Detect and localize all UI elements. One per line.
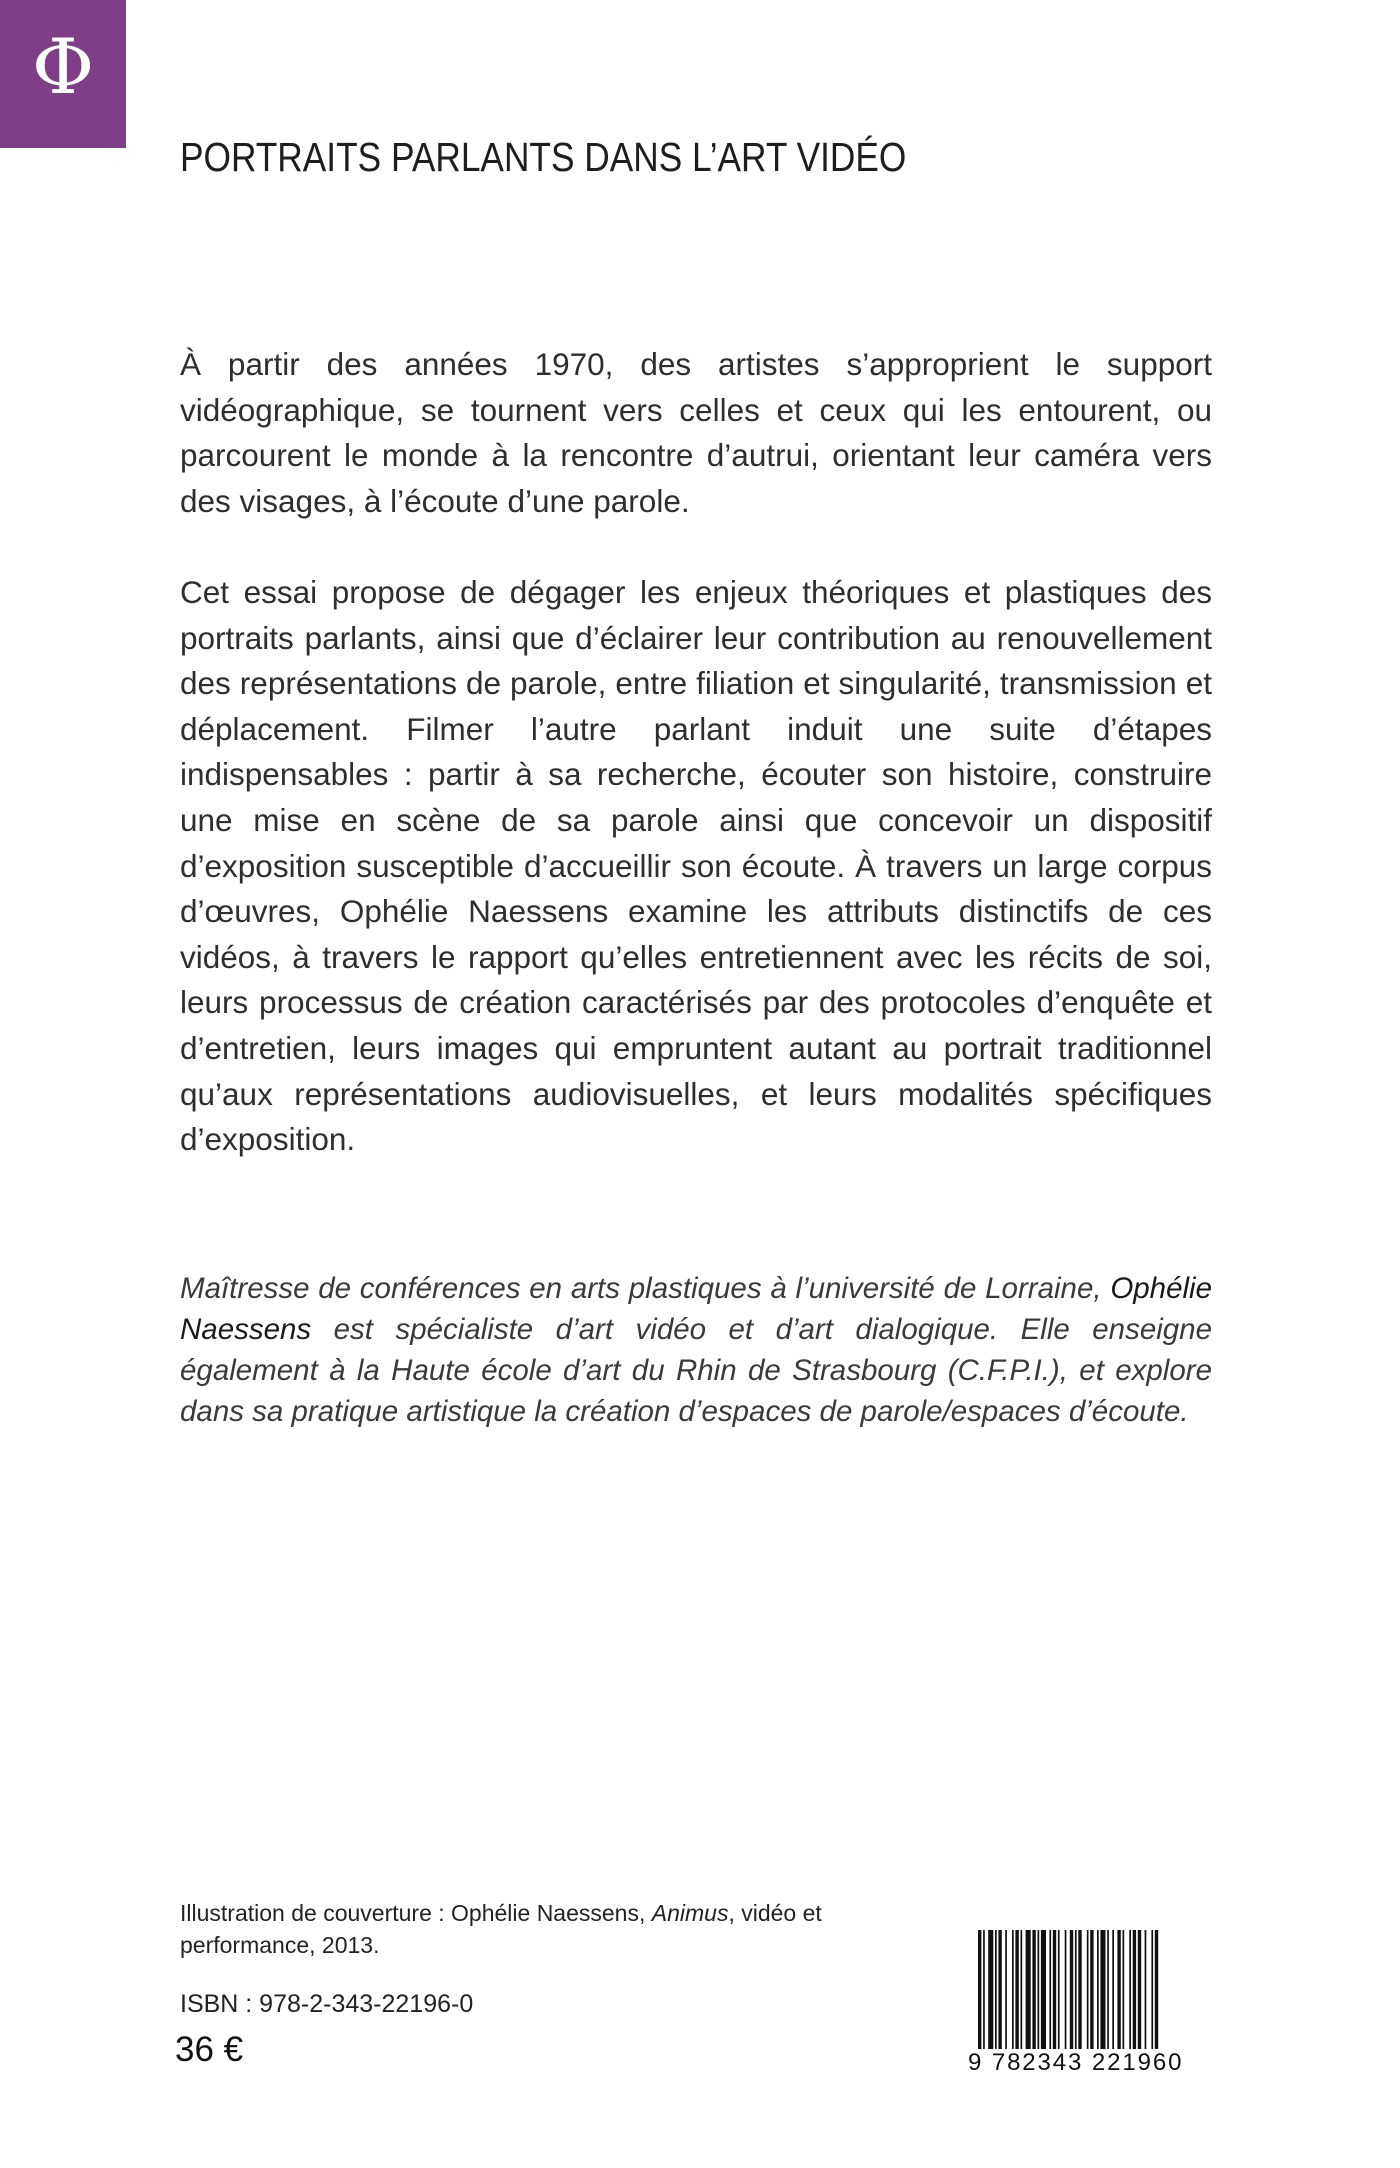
- cover-credits: [180, 1897, 880, 1961]
- credits-prefix: Illustration de couverture : Ophélie Naessens,: [180, 1900, 652, 1926]
- publisher-logo: [0, 0, 126, 148]
- isbn: ISBN : 978-2-343-22196-0: [180, 1990, 474, 2018]
- price: 36 €: [175, 2030, 244, 2069]
- description-paragraph-2: Cet essai propose de dégager les enjeux théoriques et plastiques des portraits parlants, ainsi que d’éclairer leur contribution au renouvellement des représentations de parole, entre filiation et singularité, transmission et déplacement. Filmer l’autre parlant induit une suite d’étapes indispensables : partir à sa recherche, écouter son histoire, construire une mise en scène de sa parole ainsi que concevoir un dispositif d’exposition susceptible d’accueillir son écoute. À travers un large corpus d’œuvres, Ophélie Naessens examine les attributs distinctifs de ces vidéos, à travers le rapport qu’elles entretiennent avec les récits de soi, leurs processus de création caractérisés par des protocoles d’enquête et d’entretien, leurs images qui empruntent autant au portrait traditionnel qu’aux représentations audiovisuelles, et leurs modalités spécifiques d’exposition.: [180, 574, 1212, 1158]
- credits-work-title: Animus: [651, 1900, 729, 1926]
- bio-text-end: est spécialiste d’art vidéo et d’art dialogique. Elle enseigne également à la Haute école d’art du Rhin de Strasbourg (C.F.P.I.), et explore dans sa pratique artistique la création d’espaces de parole/espaces d’écoute.: [180, 1313, 1212, 1428]
- book-title: PORTRAITS PARLANTS DANS L’ART VIDÉO: [180, 134, 907, 181]
- author-bio: [180, 1268, 1212, 1432]
- phi-logo-icon: Φ: [31, 22, 95, 111]
- author-name: Ophélie Naessens: [180, 1272, 1212, 1346]
- credits-suffix: , vidéo et performance, 2013.: [180, 1900, 822, 1958]
- bio-text-start: Maîtresse de conférences en arts plastiques à l’université de Lorraine,: [180, 1272, 1111, 1305]
- description-paragraph-1: À partir des années 1970, des artistes s’approprient le support vidéographique, se tournent vers celles et ceux qui les entourent, ou parcourent le monde à la rencontre d’autrui, orientant leur caméra vers des visages, à l’écoute d’une parole.: [180, 346, 1212, 519]
- barcode-digits: 9 782343 221960: [968, 2049, 1212, 2077]
